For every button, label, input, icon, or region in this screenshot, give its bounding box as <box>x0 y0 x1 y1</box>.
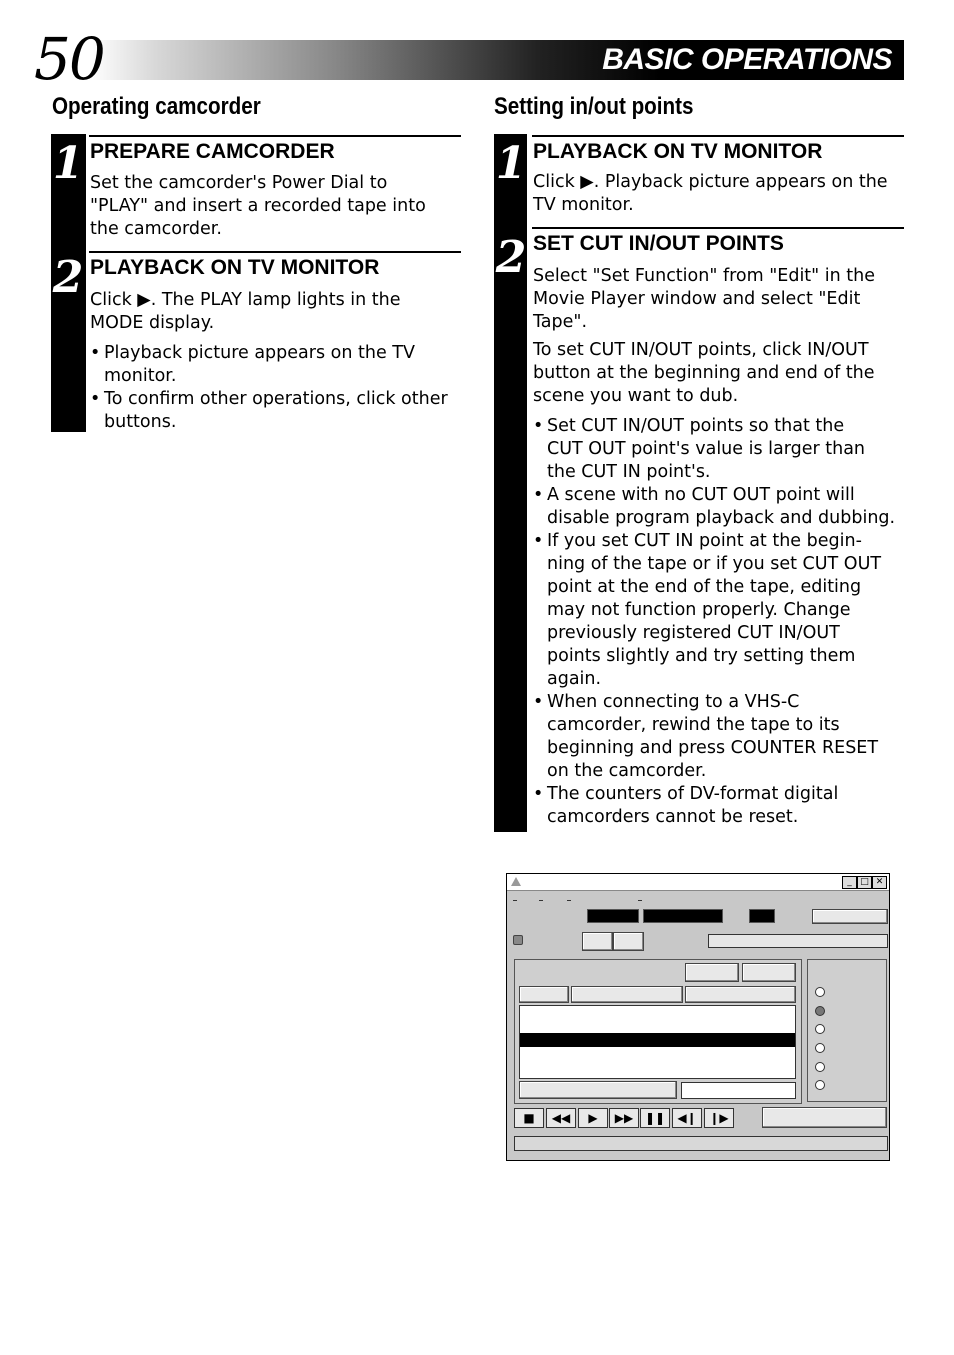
page-number: 50 <box>34 25 104 93</box>
bullet-item: • Set CUT IN/OUT points so that the CUT OUT point's value is larger than the CUT IN point's. <box>533 415 905 484</box>
counter-display <box>643 909 723 923</box>
bullet-item: • To confirm other operations, click other buttons. <box>90 388 462 434</box>
step-number: 1 <box>495 138 527 189</box>
radio-option-1[interactable] <box>815 987 825 997</box>
menu-item-file[interactable] <box>513 900 517 901</box>
bullet-item: • When connecting to a VHS-C camcorder, rewind the tape to its beginning and press COUNTER RESET on the camcorder. <box>533 691 905 783</box>
radio-option-3[interactable] <box>815 1024 825 1034</box>
close-button[interactable]: ✕ <box>872 876 887 889</box>
step-divider <box>532 135 904 137</box>
step-divider <box>89 135 461 137</box>
page-title: BASIC OPERATIONS <box>602 43 892 76</box>
section-title-right: Setting in/out points <box>494 93 694 120</box>
radio-option-2[interactable] <box>815 1006 825 1016</box>
column-header-no[interactable] <box>519 986 569 1003</box>
menu-item-help[interactable] <box>638 900 642 901</box>
bullet-item: • A scene with no CUT OUT point will disable program playback and dubbing. <box>533 484 905 530</box>
step-heading: PLAYBACK ON TV MONITOR <box>90 256 380 279</box>
total-time-field <box>681 1082 796 1099</box>
section-title-left: Operating camcorder <box>52 93 261 120</box>
bullet-item: • If you set CUT IN point at the begin- ning of the tape or if you set CUT OUT point at the end of the tape, editing may not function properly. Change previously registered CUT IN/OUT points slightly and try setting them again. <box>533 530 905 691</box>
step-body: Click ▶. Playback picture appears on the TV monitor. <box>533 172 888 215</box>
step-body: Set the camcorder's Power Dial to "PLAY" and insert a recorded tape into the camcorder. <box>90 173 426 239</box>
fast-forward-button[interactable]: ▶▶ <box>609 1108 639 1128</box>
radio-option-5[interactable] <box>815 1062 825 1072</box>
in-button[interactable] <box>685 963 739 982</box>
speed-display <box>749 909 775 923</box>
step-heading: SET CUT IN/OUT POINTS <box>533 232 784 255</box>
bullet-item: • Playback picture appears on the TV monitor. <box>90 342 462 388</box>
rewind-button[interactable]: ◀◀ <box>546 1108 576 1128</box>
step-number: 1 <box>52 138 84 189</box>
stop-button[interactable]: ■ <box>514 1108 544 1128</box>
app-icon <box>511 877 521 886</box>
status-bar <box>514 1136 888 1151</box>
status-field <box>708 934 888 948</box>
window-titlebar <box>507 874 889 891</box>
pause-button[interactable]: ❚❚ <box>640 1108 670 1128</box>
toggle-button-b[interactable] <box>613 932 644 951</box>
menu-item-view[interactable] <box>567 900 571 901</box>
column-header-cut-in[interactable] <box>571 986 683 1003</box>
delete-button[interactable] <box>519 1081 677 1099</box>
step-number: 2 <box>52 252 84 303</box>
frame-back-button[interactable]: ◀❙ <box>672 1108 702 1128</box>
step-heading: PREPARE CAMCORDER <box>90 140 335 163</box>
movie-player-window-screenshot <box>506 873 890 1161</box>
selected-row[interactable] <box>520 1033 795 1047</box>
step-heading: PLAYBACK ON TV MONITOR <box>533 140 823 163</box>
toggle-button-a[interactable] <box>582 932 613 951</box>
radio-option-4[interactable] <box>815 1043 825 1053</box>
maximize-button[interactable]: □ <box>857 876 872 889</box>
step-divider <box>89 251 461 253</box>
radio-option-6[interactable] <box>815 1080 825 1090</box>
step-number: 2 <box>495 232 527 283</box>
status-lamp <box>513 935 523 945</box>
step-body: Select "Set Function" from "Edit" in the Movie Player window and select "Edit Tape". To set CUT IN/OUT points, click IN/OUT button at the beginning and end of the scene you want to dub. • Set CUT IN/OUT points so that the CUT OUT point's value is larger than the CUT IN point's. • A scene with no CUT OUT point will disable program playback and dubbing. • If you set CUT IN point at the begin- ning of the tape or if you set CUT OUT point at the end of the tape, editing may not function properly. Change previously registered CUT IN/OUT points slightly and try setting them again. • When connecting to a VHS-C camcorder, rewind the tape to its beginning and press COUNTER RESET on the camcorder. • The counters of DV-format digital camcorders cannot be reset. <box>533 265 905 829</box>
step-body: Click ▶. The PLAY lamp lights in the MODE display. • Playback picture appears on the TV monitor. • To confirm other operations, click other buttons. <box>90 289 462 434</box>
column-header-cut-out[interactable] <box>685 986 796 1003</box>
bullet-item: • The counters of DV-format digital camcorders cannot be reset. <box>533 783 905 829</box>
dubbing-button[interactable] <box>762 1107 887 1128</box>
cut-list[interactable] <box>519 1005 796 1079</box>
frame-forward-button[interactable]: ❙▶ <box>704 1108 734 1128</box>
mode-display <box>587 909 639 923</box>
counter-reset-button[interactable] <box>812 909 888 924</box>
step-divider <box>532 227 904 229</box>
play-button[interactable]: ▶ <box>578 1108 608 1128</box>
minimize-button[interactable]: _ <box>842 876 857 889</box>
out-button[interactable] <box>742 963 796 982</box>
menu-item-edit[interactable] <box>539 900 543 901</box>
